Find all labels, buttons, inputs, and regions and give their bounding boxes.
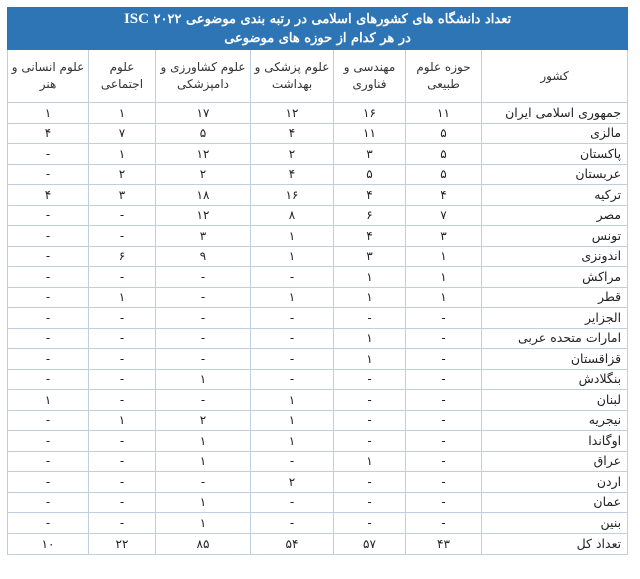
cell-medical: ۴ <box>251 164 334 185</box>
cell-engineering: - <box>334 472 406 493</box>
cell-medical: - <box>251 451 334 472</box>
column-header-row <box>8 50 628 103</box>
cell-humanities: - <box>8 226 89 247</box>
cell-social: - <box>89 267 156 288</box>
cell-social: ۱ <box>89 287 156 308</box>
title-line-1-text: تعداد دانشگاه های کشورهای اسلامی در رتبه بندی موضوعی ۲۰۲۲ <box>153 11 512 27</box>
cell-humanities: - <box>8 287 89 308</box>
cell-engineering: ۳ <box>334 144 406 165</box>
total-agriculture: ۸۵ <box>156 533 251 554</box>
table-row <box>8 226 628 247</box>
cell-humanities: - <box>8 369 89 390</box>
cell-medical: - <box>251 369 334 390</box>
table-row <box>8 205 628 226</box>
cell-natural: - <box>406 451 482 472</box>
cell-country: مالزی <box>482 123 628 144</box>
cell-agriculture: ۲ <box>156 164 251 185</box>
cell-humanities: - <box>8 349 89 370</box>
cell-engineering: - <box>334 492 406 513</box>
cell-medical: ۲ <box>251 144 334 165</box>
table-row <box>8 328 628 349</box>
cell-social: - <box>89 349 156 370</box>
cell-engineering: - <box>334 513 406 534</box>
cell-medical: ۸ <box>251 205 334 226</box>
cell-social: ۱ <box>89 144 156 165</box>
cell-natural: ۳ <box>406 226 482 247</box>
cell-agriculture: ۲ <box>156 410 251 431</box>
cell-medical: ۱ <box>251 226 334 247</box>
cell-natural: - <box>406 431 482 452</box>
cell-medical: ۱ <box>251 390 334 411</box>
cell-engineering: ۱ <box>334 328 406 349</box>
table-body <box>8 103 628 555</box>
table-row <box>8 246 628 267</box>
cell-engineering: ۱ <box>334 287 406 308</box>
cell-natural: ۵ <box>406 144 482 165</box>
cell-humanities: - <box>8 513 89 534</box>
cell-country: جمهوری اسلامی ایران <box>482 103 628 124</box>
cell-agriculture: - <box>156 328 251 349</box>
cell-engineering: - <box>334 308 406 329</box>
cell-agriculture: ۱ <box>156 369 251 390</box>
cell-engineering: ۱ <box>334 349 406 370</box>
cell-social: ۶ <box>89 246 156 267</box>
title-line-1-latin: ISC <box>123 10 149 27</box>
table-row <box>8 144 628 165</box>
cell-social: - <box>89 328 156 349</box>
cell-social: ۲ <box>89 164 156 185</box>
table-row <box>8 287 628 308</box>
cell-engineering: ۱ <box>334 451 406 472</box>
cell-agriculture: - <box>156 267 251 288</box>
cell-natural: ۵ <box>406 123 482 144</box>
cell-natural: - <box>406 369 482 390</box>
col-header-natural: حوزه علوم طبیعی <box>406 50 482 103</box>
cell-social: - <box>89 390 156 411</box>
cell-humanities: - <box>8 308 89 329</box>
cell-natural: ۴ <box>406 185 482 206</box>
cell-humanities: - <box>8 472 89 493</box>
total-humanities: ۱۰ <box>8 533 89 554</box>
col-header-social: علوم اجتماعی <box>89 50 156 103</box>
cell-country: امارات متحده عربی <box>482 328 628 349</box>
cell-medical: - <box>251 308 334 329</box>
cell-social: - <box>89 451 156 472</box>
cell-humanities: - <box>8 431 89 452</box>
total-label: تعداد کل <box>482 533 628 554</box>
cell-engineering: ۴ <box>334 226 406 247</box>
title-row <box>8 8 628 50</box>
cell-social: - <box>89 492 156 513</box>
cell-natural: - <box>406 328 482 349</box>
cell-agriculture: ۹ <box>156 246 251 267</box>
cell-agriculture: ۱ <box>156 431 251 452</box>
cell-agriculture: - <box>156 287 251 308</box>
cell-humanities: - <box>8 410 89 431</box>
cell-social: - <box>89 431 156 452</box>
cell-medical: ۱ <box>251 287 334 308</box>
cell-engineering: - <box>334 431 406 452</box>
cell-social: - <box>89 472 156 493</box>
cell-country: مراکش <box>482 267 628 288</box>
cell-humanities: - <box>8 246 89 267</box>
cell-social: - <box>89 513 156 534</box>
cell-natural: - <box>406 349 482 370</box>
cell-engineering: ۴ <box>334 185 406 206</box>
cell-humanities: ۱ <box>8 390 89 411</box>
cell-agriculture: ۱ <box>156 513 251 534</box>
cell-medical: ۱۶ <box>251 185 334 206</box>
cell-humanities: - <box>8 267 89 288</box>
cell-humanities: ۱ <box>8 103 89 124</box>
cell-social: - <box>89 369 156 390</box>
cell-agriculture: ۱ <box>156 492 251 513</box>
cell-agriculture: - <box>156 472 251 493</box>
total-natural: ۴۳ <box>406 533 482 554</box>
total-medical: ۵۴ <box>251 533 334 554</box>
cell-medical: ۱۲ <box>251 103 334 124</box>
cell-humanities: - <box>8 328 89 349</box>
cell-country: عراق <box>482 451 628 472</box>
cell-agriculture: ۳ <box>156 226 251 247</box>
cell-country: نیجریه <box>482 410 628 431</box>
cell-country: قطر <box>482 287 628 308</box>
cell-natural: ۱ <box>406 267 482 288</box>
cell-natural: - <box>406 308 482 329</box>
table-row <box>8 349 628 370</box>
col-header-medical: علوم پزشکی و بهداشت <box>251 50 334 103</box>
table-title <box>8 8 628 50</box>
cell-humanities: ۴ <box>8 123 89 144</box>
cell-social: - <box>89 205 156 226</box>
table-row <box>8 431 628 452</box>
cell-natural: - <box>406 513 482 534</box>
cell-natural: ۱۱ <box>406 103 482 124</box>
table-row <box>8 369 628 390</box>
cell-agriculture: ۵ <box>156 123 251 144</box>
total-social: ۲۲ <box>89 533 156 554</box>
cell-natural: ۱ <box>406 246 482 267</box>
cell-agriculture: - <box>156 308 251 329</box>
cell-country: الجزایر <box>482 308 628 329</box>
cell-natural: - <box>406 472 482 493</box>
cell-agriculture: ۱۸ <box>156 185 251 206</box>
table-container <box>7 7 627 555</box>
cell-engineering: ۳ <box>334 246 406 267</box>
table-row <box>8 513 628 534</box>
table-row <box>8 267 628 288</box>
cell-engineering: ۶ <box>334 205 406 226</box>
table-row <box>8 164 628 185</box>
col-header-engineering: مهندسی و فناوری <box>334 50 406 103</box>
cell-natural: - <box>406 492 482 513</box>
cell-medical: ۱ <box>251 410 334 431</box>
cell-humanities: - <box>8 492 89 513</box>
cell-country: ترکیه <box>482 185 628 206</box>
total-engineering: ۵۷ <box>334 533 406 554</box>
cell-medical: - <box>251 267 334 288</box>
cell-country: عربستان <box>482 164 628 185</box>
table-row <box>8 451 628 472</box>
col-header-humanities: علوم انسانی و هنر <box>8 50 89 103</box>
table-row <box>8 103 628 124</box>
cell-engineering: ۱۱ <box>334 123 406 144</box>
cell-humanities: - <box>8 451 89 472</box>
title-line-2: در هر کدام از حوزه های موضوعی <box>224 30 411 46</box>
table-row <box>8 390 628 411</box>
table-row <box>8 410 628 431</box>
cell-agriculture: - <box>156 349 251 370</box>
cell-agriculture: ۱۷ <box>156 103 251 124</box>
cell-natural: ۷ <box>406 205 482 226</box>
cell-country: اندونزی <box>482 246 628 267</box>
cell-medical: ۲ <box>251 472 334 493</box>
table-row <box>8 185 628 206</box>
cell-social: ۷ <box>89 123 156 144</box>
cell-country: اردن <box>482 472 628 493</box>
cell-natural: ۱ <box>406 287 482 308</box>
cell-country: پاکستان <box>482 144 628 165</box>
table-row <box>8 492 628 513</box>
cell-medical: - <box>251 492 334 513</box>
cell-country: بنین <box>482 513 628 534</box>
cell-agriculture: - <box>156 390 251 411</box>
cell-social: ۱ <box>89 410 156 431</box>
cell-country: مصر <box>482 205 628 226</box>
col-header-agriculture: علوم کشاورزی و دامپزشکی <box>156 50 251 103</box>
cell-medical: - <box>251 349 334 370</box>
cell-engineering: ۱ <box>334 267 406 288</box>
table-row <box>8 472 628 493</box>
cell-medical: - <box>251 513 334 534</box>
cell-agriculture: ۱۲ <box>156 205 251 226</box>
isc-subject-ranking-table <box>7 7 628 555</box>
cell-engineering: ۵ <box>334 164 406 185</box>
title-line-1 <box>8 10 627 29</box>
total-row <box>8 533 628 554</box>
table-row <box>8 308 628 329</box>
cell-natural: ۵ <box>406 164 482 185</box>
cell-humanities: ۴ <box>8 185 89 206</box>
cell-country: عمان <box>482 492 628 513</box>
col-header-country: کشور <box>482 50 628 103</box>
cell-engineering: - <box>334 390 406 411</box>
cell-country: تونس <box>482 226 628 247</box>
cell-country: لبنان <box>482 390 628 411</box>
cell-natural: - <box>406 410 482 431</box>
cell-country: بنگلادش <box>482 369 628 390</box>
cell-country: اوگاندا <box>482 431 628 452</box>
cell-agriculture: ۱۲ <box>156 144 251 165</box>
cell-medical: - <box>251 328 334 349</box>
cell-country: قزاقستان <box>482 349 628 370</box>
cell-medical: ۱ <box>251 246 334 267</box>
cell-humanities: - <box>8 144 89 165</box>
cell-engineering: - <box>334 410 406 431</box>
cell-social: ۱ <box>89 103 156 124</box>
cell-medical: ۴ <box>251 123 334 144</box>
cell-natural: - <box>406 390 482 411</box>
cell-social: - <box>89 308 156 329</box>
cell-social: - <box>89 226 156 247</box>
cell-humanities: - <box>8 205 89 226</box>
cell-social: ۳ <box>89 185 156 206</box>
cell-humanities: - <box>8 164 89 185</box>
cell-medical: ۱ <box>251 431 334 452</box>
table-row <box>8 123 628 144</box>
cell-agriculture: ۱ <box>156 451 251 472</box>
cell-engineering: ۱۶ <box>334 103 406 124</box>
cell-engineering: - <box>334 369 406 390</box>
